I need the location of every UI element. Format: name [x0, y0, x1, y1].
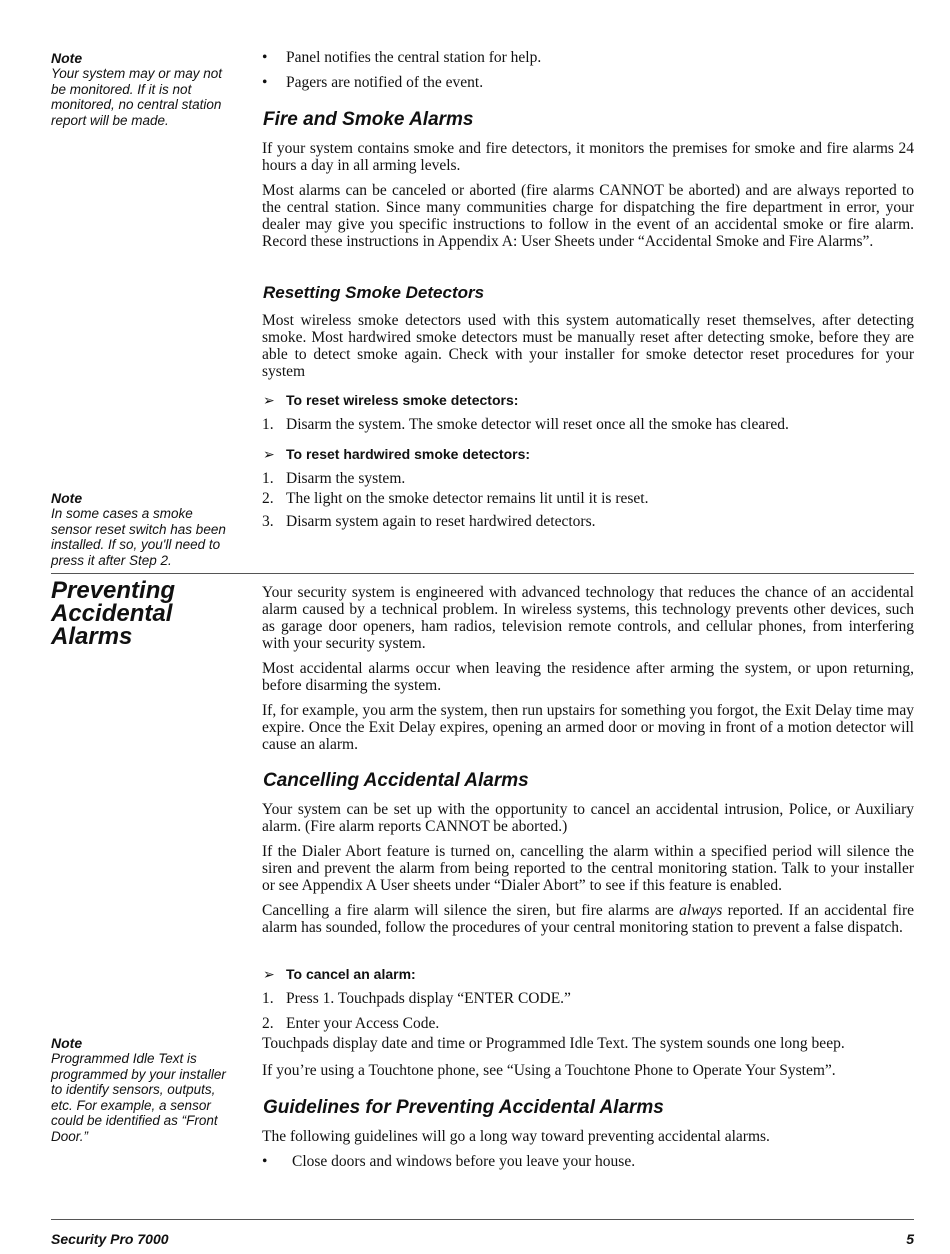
step-number: 2. [262, 1015, 274, 1032]
step-number: 1. [262, 416, 274, 433]
step-text: Enter your Access Code. [286, 1015, 440, 1032]
step-text: The light on the smoke detector remains lit until it is reset. [286, 490, 649, 507]
note-title: Note [51, 50, 83, 66]
list-item: Close doors and windows before you leave your house. [292, 1153, 636, 1170]
heading-guidelines: Guidelines for Preventing Accidental Alarms [263, 1097, 664, 1118]
note-text: In some cases a smoke sensor reset switch has been installed. If so, you'll need to press it after Step 2. [51, 506, 226, 568]
section-title-preventing [51, 579, 251, 648]
side-note-idle-text [51, 1035, 236, 1144]
bullet-mark: • [262, 49, 268, 66]
note-title: Note [51, 1035, 83, 1051]
procedure-title-wireless [263, 392, 518, 409]
bullet-mark: • [262, 74, 268, 91]
title-line: Accidental [51, 600, 173, 627]
step-number: 3. [262, 513, 274, 530]
step-number: 2. [262, 490, 274, 507]
side-note-reset-switch [51, 490, 236, 568]
paragraph: Your security system is engineered with advanced technology that reduces the chance of an accidental alarm caused by a technical problem. In wireless systems, this technology prevents other devices, such as garage door openers, ham radios, television remote controls, and cellular phones, from interfering with your security system. [262, 584, 914, 652]
list-item: Pagers are notified of the event. [286, 74, 484, 91]
emphasis: always [679, 902, 723, 919]
step-text: Disarm system again to reset hardwired detectors. [286, 513, 596, 530]
note-title: Note [51, 490, 83, 506]
procedure-label: To reset hardwired smoke detectors: [286, 446, 531, 462]
paragraph: Most accidental alarms occur when leaving the residence after arming the system, or upon returning, before disarming the system. [262, 660, 914, 694]
step-text: Disarm the system. The smoke detector will reset once all the smoke has cleared. [286, 416, 789, 433]
procedure-label: To cancel an alarm: [286, 966, 416, 982]
footer-title: Security Pro 7000 [51, 1231, 169, 1247]
paragraph: The following guidelines will go a long way toward preventing accidental alarms. [262, 1128, 770, 1145]
bullet-mark: • [262, 1153, 268, 1170]
step-text: Press 1. Touchpads display “ENTER CODE.” [286, 990, 571, 1007]
paragraph: Most wireless smoke detectors used with this system automatically reset themselves, after detecting smoke. Most hardwired smoke detectors must be manually reset after detecting smoke, before they are able to detect smoke again. Check with your installer for smoke detector reset procedures for your system [262, 312, 914, 380]
step-text: Disarm the system. [286, 470, 406, 487]
arrow-icon: ➢ [263, 966, 275, 982]
step-number: 1. [262, 470, 274, 487]
procedure-title-cancel [263, 966, 416, 983]
paragraph: If the Dialer Abort feature is turned on, cancelling the alarm within a specified period will silence the siren and prevent the alarm from being reported to the central monitoring station. Talk to your installer or see Appendix A User sheets under “Dialer Abort” to see if this feature is enabled. [262, 843, 914, 894]
paragraph [262, 902, 914, 936]
procedure-title-hardwired [263, 446, 530, 463]
page-number: 5 [906, 1231, 914, 1247]
text-run: Cancelling a fire alarm will silence the siren, but fire alarms are [262, 902, 680, 919]
paragraph: Touchpads display date and time or Programmed Idle Text. The system sounds one long beep. [262, 1035, 845, 1052]
heading-resetting-smoke-detectors: Resetting Smoke Detectors [263, 283, 485, 302]
title-line: Alarms [51, 623, 133, 650]
paragraph: If you’re using a Touchtone phone, see “Using a Touchtone Phone to Operate Your System”. [262, 1062, 836, 1079]
note-text: Programmed Idle Text is programmed by your installer to identify sensors, outputs, etc. For example, a sensor could be identified as “Front Door.” [51, 1051, 226, 1144]
heading-fire-smoke: Fire and Smoke Alarms [263, 109, 474, 130]
note-text: Your system may or may not be monitored. If it is not monitored, no central station report will be made. [51, 66, 223, 128]
heading-cancelling: Cancelling Accidental Alarms [263, 770, 529, 791]
procedure-label: To reset wireless smoke detectors: [286, 392, 519, 408]
footer-divider [51, 1219, 914, 1220]
arrow-icon: ➢ [263, 446, 275, 462]
title-line: Preventing [51, 577, 176, 604]
paragraph: Most alarms can be canceled or aborted (fire alarms CANNOT be aborted) and are always reported to the central station. Since many communities charge for dispatching the fire department in error, your dealer may give you specific instructions to follow in the event of an accidental smoke or fire alarm. Record these instructions in Appendix A: User Sheets under “Accidental Smoke and Fire Alarms”. [262, 182, 914, 250]
paragraph: If, for example, you arm the system, then run upstairs for something you forgot, the Exit Delay time may expire. Once the Exit Delay expires, opening an armed door or moving in front of a motion detector will cause an alarm. [262, 702, 914, 753]
side-note-monitoring [51, 50, 236, 128]
text-run: reported. If an accidental fire alarm has sounded, follow the procedures of your central monitoring station to prevent a false dispatch. [262, 902, 914, 936]
paragraph: Your system can be set up with the opportunity to cancel an accidental intrusion, Police, or Auxiliary alarm. (Fire alarm reports CANNOT be aborted.) [262, 801, 914, 835]
section-divider [51, 573, 914, 574]
paragraph: If your system contains smoke and fire detectors, it monitors the premises for smoke and fire alarms 24 hours a day in all arming levels. [262, 140, 914, 174]
list-item: Panel notifies the central station for help. [286, 49, 542, 66]
arrow-icon: ➢ [263, 392, 275, 408]
step-number: 1. [262, 990, 274, 1007]
